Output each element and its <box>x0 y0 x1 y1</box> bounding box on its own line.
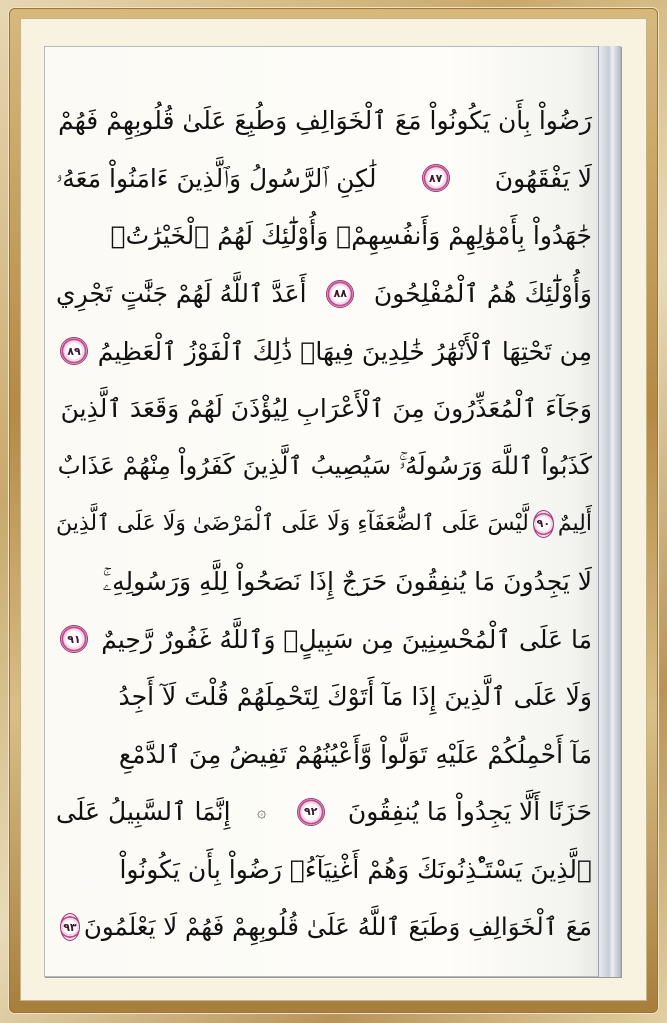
verse-line <box>56 380 592 438</box>
verse-text: ٱلَّذِينَ يَسْتَـْٔذِنُونَكَ وَهُمْ أَغْنِيَآءُۚ رَضُواْ بِأَن يَكُونُواْ <box>119 855 592 885</box>
verse-line <box>56 898 592 956</box>
verse-lines <box>56 92 592 956</box>
verse-text: رَضُواْ بِأَن يَكُونُواْ مَعَ ٱلْخَوَالِفِ وَطُبِعَ عَلَىٰ قُلُوبِهِمْ فَهُمْ <box>58 106 592 136</box>
verse-text: أَعَدَّ ٱللَّهُ لَهُمْ جَنَّٰتٍ تَجْرِي <box>56 279 307 309</box>
verse-line <box>56 841 592 899</box>
hizb-marker-icon: ۞ <box>256 801 267 821</box>
verse-text: إِنَّمَا ٱلسَّبِيلُ عَلَى <box>56 797 231 827</box>
verse-text: أَلِيمٌ <box>557 510 592 536</box>
verse-text: وَأُوْلَٰٓئِكَ هُمُ ٱلْمُفْلِحُونَ <box>373 279 592 309</box>
verse-line <box>56 92 592 150</box>
verse-line <box>56 207 592 265</box>
verse-line <box>56 265 592 323</box>
ayah-number-marker: ٩٣ <box>60 913 80 941</box>
verse-text: مَآ أَحْمِلُكُمْ عَلَيْهِ تَوَلَّواْ وَّأَعْيُنُهُمْ تَفِيضُ مِنَ ٱلدَّمْعِ <box>118 739 592 769</box>
verse-line <box>56 438 592 496</box>
page-edge <box>598 46 621 977</box>
ayah-number-marker: ٨٧ <box>422 164 450 192</box>
ayah-number-marker: ٩٢ <box>297 798 325 826</box>
ayah-number-marker: ٩١ <box>60 625 88 653</box>
verse-text: كَذَبُواْ ٱللَّهَ وَرَسُولَهُۥۚ سَيُصِيبُ ٱلَّذِينَ كَفَرُواْ مِنْهُمْ عَذَابٌ <box>57 451 592 481</box>
ayah-number-marker: ٨٨ <box>326 280 354 308</box>
verse-text: مِن تَحْتِهَا ٱلْأَنْهَٰرُ خَٰلِدِينَ فِيهَاۚ ذَٰلِكَ ٱلْفَوْزُ ٱلْعَظِيمُ <box>97 336 592 366</box>
verse-line <box>56 783 592 841</box>
verse-line <box>56 726 592 784</box>
verse-text: جَٰهَدُواْ بِأَمْوَٰلِهِمْ وَأَنفُسِهِمْۚ وَأُوْلَٰٓئِكَ لَهُمُ ٱلْخَيْرَٰتُۖ <box>110 221 592 251</box>
verse-line <box>56 495 592 553</box>
verse-text: لَّيْسَ عَلَى ٱلضُّعَفَآءِ وَلَا عَلَى ٱلْمَرْضَىٰ وَلَا عَلَى ٱلَّذِينَ <box>56 510 529 536</box>
verse-line <box>56 322 592 380</box>
ayah-number-marker: ٩٠ <box>533 510 554 538</box>
verse-text: لَٰكِنِ ٱلرَّسُولُ وَٱلَّذِينَ ءَامَنُواْ مَعَهُۥ <box>56 163 377 193</box>
verse-text: لَا يَفْقَهُونَ <box>494 163 592 193</box>
verse-text: لَا يَجِدُونَ مَا يُنفِقُونَ حَرَجٌ إِذَا نَصَحُواْ لِلَّهِ وَرَسُولِهِۦۚ <box>102 567 592 597</box>
verse-line <box>56 668 592 726</box>
verse-text: حَزَنًا أَلَّا يَجِدُواْ مَا يُنفِقُونَ <box>347 797 592 827</box>
verse-text: مَا عَلَى ٱلْمُحْسِنِينَ مِن سَبِيلٍۚ وَٱللَّهُ غَفُورٌ رَّحِيمٌ <box>101 624 592 654</box>
ayah-number-marker: ٨٩ <box>60 337 88 365</box>
verse-line <box>56 553 592 611</box>
verse-text: وَلَا عَلَى ٱلَّذِينَ إِذَا مَآ أَتَوْكَ لِتَحْمِلَهُمْ قُلْتَ لَآ أَجِدُ <box>118 682 592 712</box>
verse-line <box>56 150 592 208</box>
verse-line <box>56 610 592 668</box>
verse-text: وَجَآءَ ٱلْمُعَذِّرُونَ مِنَ ٱلْأَعْرَابِ لِيُؤْذَنَ لَهُمْ وَقَعَدَ ٱلَّذِينَ <box>60 394 592 424</box>
verse-text: مَعَ ٱلْخَوَالِفِ وَطَبَعَ ٱللَّهُ عَلَىٰ قُلُوبِهِمْ فَهُمْ لَا يَعْلَمُونَ <box>83 911 592 941</box>
